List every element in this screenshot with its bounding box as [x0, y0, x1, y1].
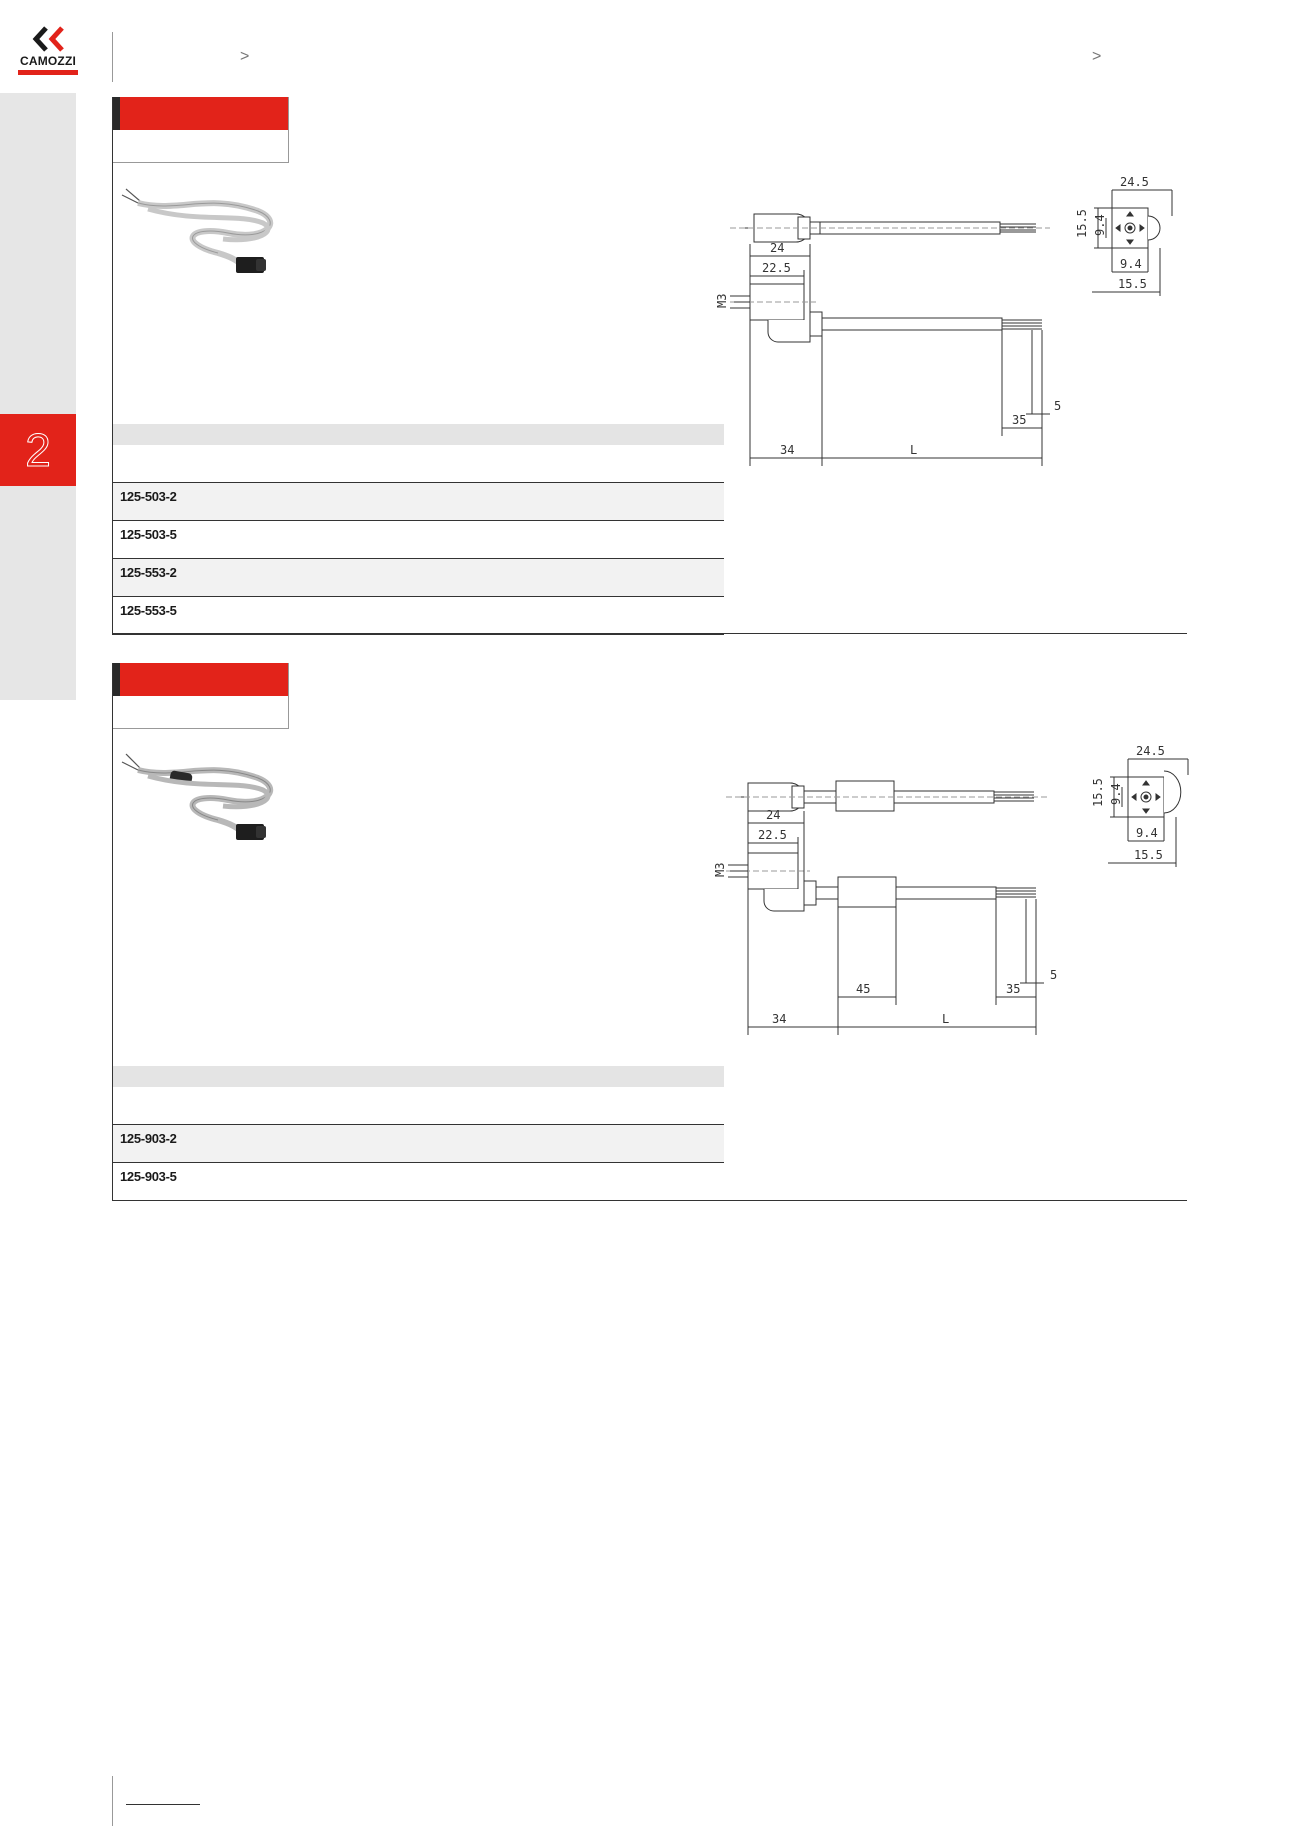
dim-front-base: 15.5: [1118, 277, 1147, 291]
product-code: 125-503-2: [120, 489, 177, 504]
camozzi-logo-mark-icon: [32, 26, 66, 52]
footer-rule: [126, 1804, 200, 1805]
section-2-product-photo: [118, 750, 288, 840]
chapter-number: 2: [25, 424, 51, 476]
dim-front-width: 24.5: [1136, 744, 1165, 758]
header-chevron-left: >: [240, 48, 250, 65]
section-2-table-subheader: [112, 1087, 724, 1125]
section-1-bottom-rule: [112, 633, 1187, 634]
section-2-technical-drawing: [713, 735, 1190, 1045]
section-1-title-bar: [112, 97, 288, 130]
section-2-table-header: [112, 1066, 724, 1087]
section-2-left-rule: [112, 663, 113, 1201]
dim-wire-strip: 5: [1050, 968, 1058, 982]
section-1-title-block: [112, 97, 289, 163]
header-chevron-right: >: [1092, 48, 1102, 65]
section-1-table: [112, 424, 724, 635]
dim-front-inner-width: 9.4: [1120, 257, 1142, 271]
dim-top-length-a: 24: [770, 241, 785, 255]
product-code: 125-503-5: [120, 527, 177, 542]
table-row: [112, 1125, 724, 1163]
table-row: [112, 597, 724, 635]
camozzi-logo: [18, 26, 78, 76]
table-row: [112, 559, 724, 597]
dim-wire-length: 35: [1012, 413, 1027, 427]
section-1-title-marker: [112, 97, 120, 130]
section-1-table-subheader: [112, 445, 724, 483]
section-2-title-bar: [112, 663, 288, 696]
dim-front-inner: 9.4: [1109, 783, 1123, 805]
product-code: 125-903-2: [120, 1131, 177, 1146]
dim-wire-strip: 5: [1054, 399, 1062, 413]
dim-screw: M3: [713, 862, 727, 877]
dim-body-length: 34: [780, 443, 795, 457]
dim-screw: M3: [715, 293, 729, 308]
logo-underline: [18, 70, 78, 75]
section-2-title-marker: [112, 663, 120, 696]
dim-front-inner: 9.4: [1093, 214, 1107, 236]
dim-body-length: 34: [772, 1012, 787, 1026]
table-row: [112, 521, 724, 559]
section-2-bottom-rule: [112, 1200, 1187, 1201]
chapter-tab[interactable]: [0, 414, 76, 486]
chapter-sidebar: [0, 93, 76, 700]
dim-cable-length: L: [910, 443, 918, 457]
dim-top-length-b: 22.5: [762, 261, 791, 275]
section-1-left-rule: [112, 97, 113, 633]
dim-front-width: 24.5: [1120, 175, 1149, 189]
dim-filter-length: 45: [856, 982, 871, 996]
dim-front-base: 15.5: [1134, 848, 1163, 862]
dim-wire-length: 35: [1006, 982, 1021, 996]
product-code: 125-553-5: [120, 603, 177, 618]
footer-divider: [112, 1776, 113, 1826]
dim-top-length-a: 24: [766, 808, 781, 822]
dim-cable-length: L: [942, 1012, 950, 1026]
logo-wordmark: CAMOZZI: [19, 54, 77, 68]
table-row: [112, 483, 724, 521]
section-1-product-photo: [118, 183, 288, 273]
section-1-table-header: [112, 424, 724, 445]
dim-front-height: 15.5: [1075, 209, 1089, 238]
section-2-table: [112, 1066, 724, 1201]
product-code: 125-553-2: [120, 565, 177, 580]
table-row: [112, 1163, 724, 1201]
section-2-title-block: [112, 663, 289, 729]
product-code: 125-903-5: [120, 1169, 177, 1184]
header-divider: [112, 32, 113, 82]
dim-top-length-b: 22.5: [758, 828, 787, 842]
dim-front-inner-width: 9.4: [1136, 826, 1158, 840]
dim-front-height: 15.5: [1091, 778, 1105, 807]
section-1-technical-drawing: [715, 160, 1190, 470]
